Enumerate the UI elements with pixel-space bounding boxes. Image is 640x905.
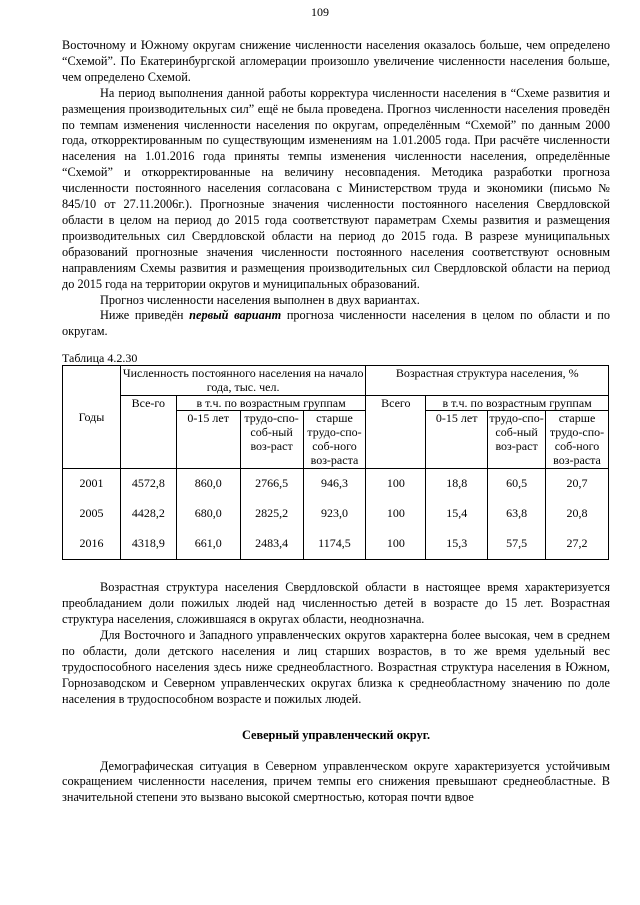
cell: 661,0 [176,529,240,560]
table-row [63,468,609,499]
total-pop-header: Все-го [120,395,176,468]
header-row-1 [63,366,609,395]
cell: 1174,5 [303,529,366,560]
variant-text-after: прогноза численности населения в целом по области и по округам. [62,308,610,339]
cell: 60,5 [488,468,546,499]
cell: 680,0 [176,499,240,529]
header-row-2 [63,395,609,410]
pct-0-15-header: 0-15 лет [426,410,488,468]
cell: 100 [366,468,426,499]
cell: 18,8 [426,468,488,499]
cell: 100 [366,499,426,529]
table-caption: Таблица 4.2.30 [62,351,138,366]
cell: 946,3 [303,468,366,499]
cell: 4318,9 [120,529,176,560]
table-row [63,499,609,529]
cell: 27,2 [546,529,609,560]
population-header: Численность постоянного населения на начало года, тыс. чел. [120,366,366,395]
cell: 100 [366,529,426,560]
cell: 2016 [63,529,121,560]
page-number: 109 [311,5,329,19]
pop-older-header: старше трудо-спо-соб-ного воз-раста [303,410,366,468]
paragraph-forecast-methodology: На период выполнения данной работы корректура численности населения в “Схеме развития и размещения производительных сил” ещё не была проведена. Прогноз численности населения проведён по темпам изменения численности населения по округам, определённым “Схемой” по данным 2000 года, откорректированным по существующим изменениям на 1.01.2005 года. При расчёте численности населения на 1.01.2016 года приняты темпы изменения численности населения, определённые “Схемой” и откорректированные на величину несовпадения. Методика разработки прогноза численности постоянного населения согласована с Министерством труда и экономики (письмо № 845/10 от 27.11.2006г.). Прогнозные значения численности постоянного населения Свердловской области в целом на период до 2015 года соответствуют параметрам Схемы развития и размещения производительных сил Свердловской области на период до 2015 года. В разрезе муниципальных образований прогнозные значения численности постоянного населения соответствуют основным направлениям Схемы развития и размещения производительных сил Свердловской области на период до 2015 года на территории округов и муниципальных образований. [62,85,610,291]
paragraph-two-variants: Прогноз численности населения выполнен в двух вариантах. [100,292,420,307]
table-row [63,529,609,560]
variant-text-before: Ниже приведён [100,308,190,323]
cell: 15,3 [426,529,488,560]
pct-working-header: трудо-спо-соб-ный воз-раст [488,410,546,468]
cell: 2001 [63,468,121,499]
pop-groups-header: в т.ч. по возрастным группам [176,395,366,410]
pop-working-header: трудо-спо-соб-ный воз-раст [240,410,303,468]
population-table [62,365,609,560]
paragraph-first-variant [62,308,610,340]
years-header: Годы [63,366,121,468]
cell: 2483,4 [240,529,303,560]
cell: 2825,2 [240,499,303,529]
paragraph-northern-district: Демографическая ситуация в Северном управленческом округе характеризуется устойчивым сокращением численности населения, причем темпы его снижения превышают среднеобластные. В значительной степени это вызвано высокой смертностью, которая почти вдвое [62,758,610,805]
cell: 2005 [63,499,121,529]
cell: 860,0 [176,468,240,499]
cell: 63,8 [488,499,546,529]
total-pct-header: Всего [366,395,426,468]
paragraph-districts: Для Восточного и Западного управленческих округов характерна более высокая, чем в среднем по области, доли детского населения и лиц старших возрастов, в то же время удельный вес трудоспособного населения здесь ниже среднеобластного. Возрастная структура населения в Южном, Горнозаводском и Северном управленческих округах близка к среднеобластному значению по доле населения в трудоспособном возрасте и пожилых людей. [62,627,610,706]
cell: 20,8 [546,499,609,529]
cell: 15,4 [426,499,488,529]
pct-groups-header: в т.ч. по возрастным группам [426,395,609,410]
section-heading: Северный управленческий округ. [241,727,431,742]
page-body [62,38,610,806]
cell: 2766,5 [240,468,303,499]
pop-0-15-header: 0-15 лет [176,410,240,468]
cell: 57,5 [488,529,546,560]
cell: 4572,8 [120,468,176,499]
cell: 4428,2 [120,499,176,529]
cell: 20,7 [546,468,609,499]
cell: 923,0 [303,499,366,529]
variant-emphasis: первый вариант [189,308,282,323]
paragraph-continuation: Восточному и Южному округам снижение численности населения оказалось больше, чем определено “Схемой”. По Екатеринбургской агломерации произошло увеличение численности населения больше, чем определено Схемой. [62,38,610,84]
paragraph-age-structure: Возрастная структура населения Свердловской области в настоящее время характеризуется преобладанием доли пожилых людей над численностью детей в возрасте до 15 лет. Возрастная структура населения, сложившаяся в округах области, неоднозначна. [62,580,610,627]
structure-header: Возрастная структура населения, % [366,366,609,395]
pct-older-header: старше трудо-спо-соб-ного воз-раста [546,410,609,468]
